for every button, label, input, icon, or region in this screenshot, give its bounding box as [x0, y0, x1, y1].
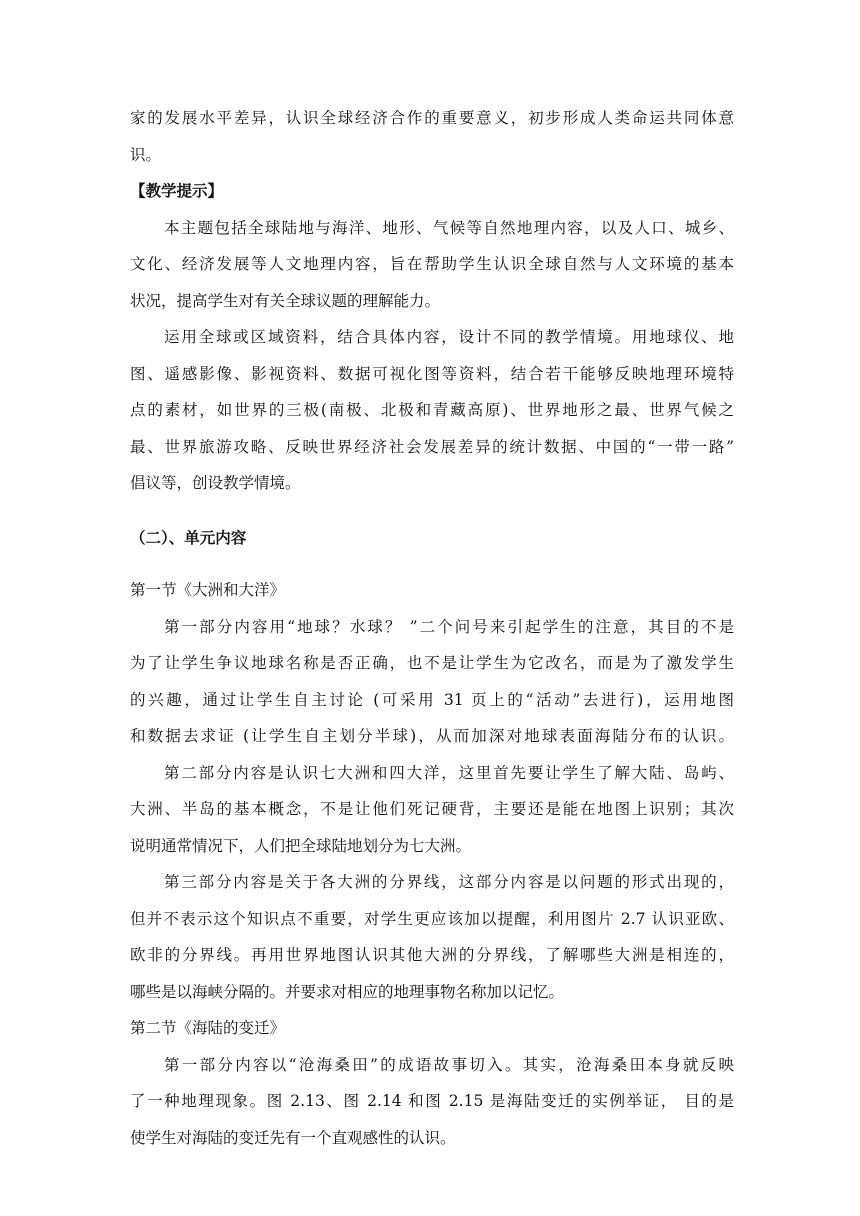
text-line: 家的发展水平差异，认识全球经济合作的重要意义，初步形成人类命运共同体意	[130, 109, 734, 127]
text-line: 点的素材，如世界的三极(南极、北极和青藏高原)、世界地形之最、世界气候之	[130, 401, 734, 419]
text-line: 第三部分内容是关于各大洲的分界线，这部分内容是以问题的形式出现的，	[164, 873, 734, 891]
text-line: 识。	[130, 145, 162, 164]
text-line: 本主题包括全球陆地与海洋、地形、气候等自然地理内容，以及人口、城乡、	[164, 218, 734, 237]
unit-content-heading: （二）、单元内容	[130, 528, 247, 547]
section1-paragraph-2	[130, 755, 734, 865]
text-line: 欧非的分界线。再用世界地图认识其他大洲的分界线，了解哪些大洲是相连的，	[130, 946, 734, 964]
text-line: 运用全球或区域资料，结合具体内容，设计不同的教学情境。用地球仪、地	[164, 328, 734, 346]
text-line: 大洲、半岛的基本概念，不是让他们死记硬背，主要还是能在地图上识别；其次	[130, 800, 734, 818]
text-line: 哪些是以海峡分隔的。并要求对相应的地理事物名称加以记忆。	[130, 982, 565, 1001]
text-line: 倡议等，创设教学情境。	[130, 474, 301, 492]
text-line: 最、世界旅游攻略、反映世界经济社会发展差异的统计数据、中国的“一带一路”	[130, 437, 734, 456]
text-line: 和数据去求证 (让学生自主划分半球)，从而加深对地球表面海陆分布的认识。	[130, 727, 734, 745]
text-line: 说明通常情况下，人们把全球陆地划分为七大洲。	[130, 836, 472, 855]
text-line: 图、遥感影像、影视资料、数据可视化图等资料，结合若干能够反映地理环境特	[130, 364, 734, 383]
section2-title: 第二节《海陆的变迁》	[130, 1019, 286, 1037]
section1-paragraph-3	[130, 864, 734, 1010]
text-line: 第一部分内容以“沧海桑田”的成语故事切入。其实，沧海桑田本身就反映	[164, 1055, 734, 1074]
text-line: 第一部分内容用“地球？水球？ ”二个问号来引起学生的注意，其目的不是	[164, 617, 734, 636]
text-line: 了一种地理现象。图 2.13、图 2.14 和图 2.15 是海陆变迁的实例举证， 目的是	[130, 1092, 734, 1110]
text-line: 文化、经济发展等人文地理内容，旨在帮助学生认识全球自然与人文环境的基本	[130, 255, 734, 273]
intro-paragraph	[130, 100, 734, 173]
teaching-tips-paragraph-1	[130, 210, 734, 320]
document-page	[130, 100, 734, 1156]
text-line: 但并不表示这个知识点不重要，对学生更应该加以提醒，利用图片 2.7 认识亚欧、	[130, 909, 734, 928]
teaching-tips-heading: 【教学提示】	[130, 182, 224, 200]
unit-content-section	[130, 520, 734, 1157]
section1-title: 第一节《大洲和大洋》	[130, 581, 286, 599]
text-line: 状况，提高学生对有关全球议题的理解能力。	[130, 291, 441, 310]
text-line: 的兴趣，通过让学生自主讨论 (可采用 31 页上的“活动”去进行)，运用地图	[130, 690, 734, 709]
text-line: 使学生对海陆的变迁先有一个直观感性的认识。	[130, 1128, 456, 1147]
section1-paragraph-1	[130, 609, 734, 755]
text-line: 第二部分内容是认识七大洲和四大洋，这里首先要让学生了解大陆、岛屿、	[164, 763, 734, 782]
text-line: 为了让学生争议地球名称是否正确，也不是让学生为它改名，而是为了激发学生	[130, 654, 734, 672]
teaching-tips-paragraph-2	[130, 319, 734, 502]
section2-paragraph-1	[130, 1047, 734, 1157]
teaching-tips-section	[130, 173, 734, 502]
